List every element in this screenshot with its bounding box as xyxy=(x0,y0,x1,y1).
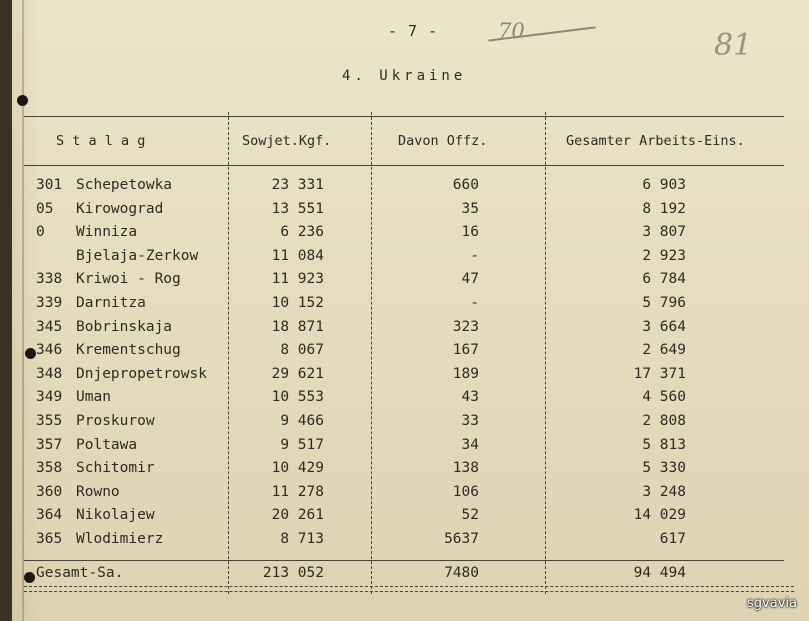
arbeits-eins-value: 5 813 xyxy=(642,436,686,453)
stalag-name: Winniza xyxy=(76,224,138,241)
total-offz: 7480 xyxy=(444,565,479,581)
stalag-name: Rowno xyxy=(76,483,120,500)
table-row xyxy=(0,342,809,365)
table-row xyxy=(0,507,809,530)
pencil-page-number: 70 xyxy=(498,19,525,43)
punch-hole xyxy=(17,95,28,106)
arbeits-eins-value: 617 xyxy=(659,531,686,547)
davon-offz-value: 138 xyxy=(452,460,479,477)
stalag-name: Dnjepropetrowsk xyxy=(76,365,207,382)
table-row xyxy=(0,319,809,342)
stalag-number: 360 xyxy=(36,483,63,500)
page-number: - 7 - xyxy=(388,22,439,40)
folio-number: 81 xyxy=(714,28,753,63)
davon-offz-value: 43 xyxy=(461,389,479,406)
table-row xyxy=(0,224,809,247)
sowjet-kgf-value: 11 923 xyxy=(271,271,324,288)
sowjet-kgf-value: 23 331 xyxy=(271,177,324,193)
sowjet-kgf-value: 11 084 xyxy=(271,247,324,264)
arbeits-eins-value: 3 664 xyxy=(642,318,686,335)
stalag-name: Kirowograd xyxy=(76,200,164,217)
stalag-name: Schepetowka xyxy=(76,177,173,193)
sowjet-kgf-value: 29 621 xyxy=(271,365,324,382)
table-row xyxy=(0,201,809,224)
arbeits-eins-value: 6 784 xyxy=(642,271,686,288)
stalag-name: Wlodimierz xyxy=(76,531,164,547)
arbeits-eins-value: 2 649 xyxy=(642,342,686,359)
stalag-name: Schitomir xyxy=(76,460,155,477)
arbeits-eins-value: 2 808 xyxy=(642,413,686,429)
sowjet-kgf-value: 18 871 xyxy=(271,318,324,335)
arbeits-eins-value: 3 807 xyxy=(642,224,686,241)
davon-offz-value: 660 xyxy=(452,177,479,193)
table-row xyxy=(0,389,809,412)
header-sowjet-kgf: Sowjet.Kgf. xyxy=(242,133,332,149)
davon-offz-value: 323 xyxy=(452,318,479,335)
stalag-number: 05 xyxy=(36,200,54,217)
sowjet-kgf-value: 10 152 xyxy=(271,295,324,311)
stalag-number: 301 xyxy=(36,177,63,193)
stalag-name: Bjelaja-Zerkow xyxy=(76,247,199,264)
table-row xyxy=(0,531,809,554)
arbeits-eins-value: 5 330 xyxy=(642,460,686,477)
table-row xyxy=(0,271,809,294)
davon-offz-value: 16 xyxy=(461,224,479,241)
arbeits-eins-value: 2 923 xyxy=(642,247,686,264)
stalag-name: Kriwoi - Rog xyxy=(76,271,181,288)
stalag-number: 349 xyxy=(36,389,63,406)
stalag-number: 357 xyxy=(36,436,63,453)
sowjet-kgf-value: 11 278 xyxy=(271,483,324,500)
stalag-name: Krementschug xyxy=(76,342,181,359)
davon-offz-value: 189 xyxy=(452,365,479,382)
arbeits-eins-value: 14 029 xyxy=(633,507,686,524)
header-stalag: S t a l a g xyxy=(56,133,146,149)
davon-offz-value: - xyxy=(470,247,479,264)
stalag-number: 364 xyxy=(36,507,63,524)
header-davon-offz: Davon Offz. xyxy=(398,133,488,149)
total-label: Gesamt-Sa. xyxy=(36,565,124,581)
stalag-number: 348 xyxy=(36,365,63,382)
sowjet-kgf-value: 13 551 xyxy=(271,200,324,217)
header-rule xyxy=(24,165,784,166)
stalag-number: 0 xyxy=(36,224,45,241)
sowjet-kgf-value: 8 713 xyxy=(280,531,324,547)
stalag-number: 339 xyxy=(36,295,63,311)
watermark: sgvavia xyxy=(747,596,797,611)
table-row xyxy=(0,248,809,271)
total-rule xyxy=(24,560,784,561)
table-row xyxy=(0,413,809,436)
davon-offz-value: 33 xyxy=(461,413,479,429)
arbeits-eins-value: 17 371 xyxy=(633,365,686,382)
stalag-name: Darnitza xyxy=(76,295,146,311)
table-row xyxy=(0,177,809,200)
davon-offz-value: 34 xyxy=(461,436,479,453)
sowjet-kgf-value: 8 067 xyxy=(280,342,324,359)
total-arbeit: 94 494 xyxy=(633,565,686,581)
stalag-name: Nikolajew xyxy=(76,507,155,524)
table-row xyxy=(0,460,809,483)
table-row xyxy=(0,295,809,318)
table-row xyxy=(0,437,809,460)
stalag-name: Uman xyxy=(76,389,111,406)
table-top-rule xyxy=(24,116,784,117)
stalag-number: 345 xyxy=(36,318,63,335)
davon-offz-value: 35 xyxy=(461,200,479,217)
arbeits-eins-value: 8 192 xyxy=(642,200,686,217)
stalag-number: 365 xyxy=(36,531,63,547)
stalag-number: 346 xyxy=(36,342,63,359)
stalag-name: Bobrinskaja xyxy=(76,318,173,335)
arbeits-eins-value: 5 796 xyxy=(642,295,686,311)
davon-offz-value: 5637 xyxy=(444,531,479,547)
arbeits-eins-value: 4 560 xyxy=(642,389,686,406)
sowjet-kgf-value: 9 517 xyxy=(280,436,324,453)
table-row xyxy=(0,484,809,507)
total-sowjet: 213 052 xyxy=(262,565,324,581)
stalag-number: 358 xyxy=(36,460,63,477)
stalag-number: 338 xyxy=(36,271,63,288)
sowjet-kgf-value: 10 553 xyxy=(271,389,324,406)
davon-offz-value: 167 xyxy=(452,342,479,359)
davon-offz-value: 47 xyxy=(461,271,479,288)
sowjet-kgf-value: 9 466 xyxy=(280,413,324,429)
davon-offz-value: 106 xyxy=(452,483,479,500)
arbeits-eins-value: 3 248 xyxy=(642,483,686,500)
table-row xyxy=(0,366,809,389)
stalag-number: 355 xyxy=(36,413,63,429)
arbeits-eins-value: 6 903 xyxy=(642,177,686,193)
total-row xyxy=(0,565,809,588)
davon-offz-value: 52 xyxy=(461,507,479,524)
sowjet-kgf-value: 6 236 xyxy=(280,224,324,241)
sowjet-kgf-value: 10 429 xyxy=(271,460,324,477)
davon-offz-value: - xyxy=(470,295,479,311)
header-arbeits-eins: Gesamter Arbeits-Eins. xyxy=(566,133,745,149)
stalag-name: Proskurow xyxy=(76,413,155,429)
stalag-name: Poltawa xyxy=(76,436,138,453)
sowjet-kgf-value: 20 261 xyxy=(271,507,324,524)
section-title: 4. Ukraine xyxy=(342,68,467,84)
